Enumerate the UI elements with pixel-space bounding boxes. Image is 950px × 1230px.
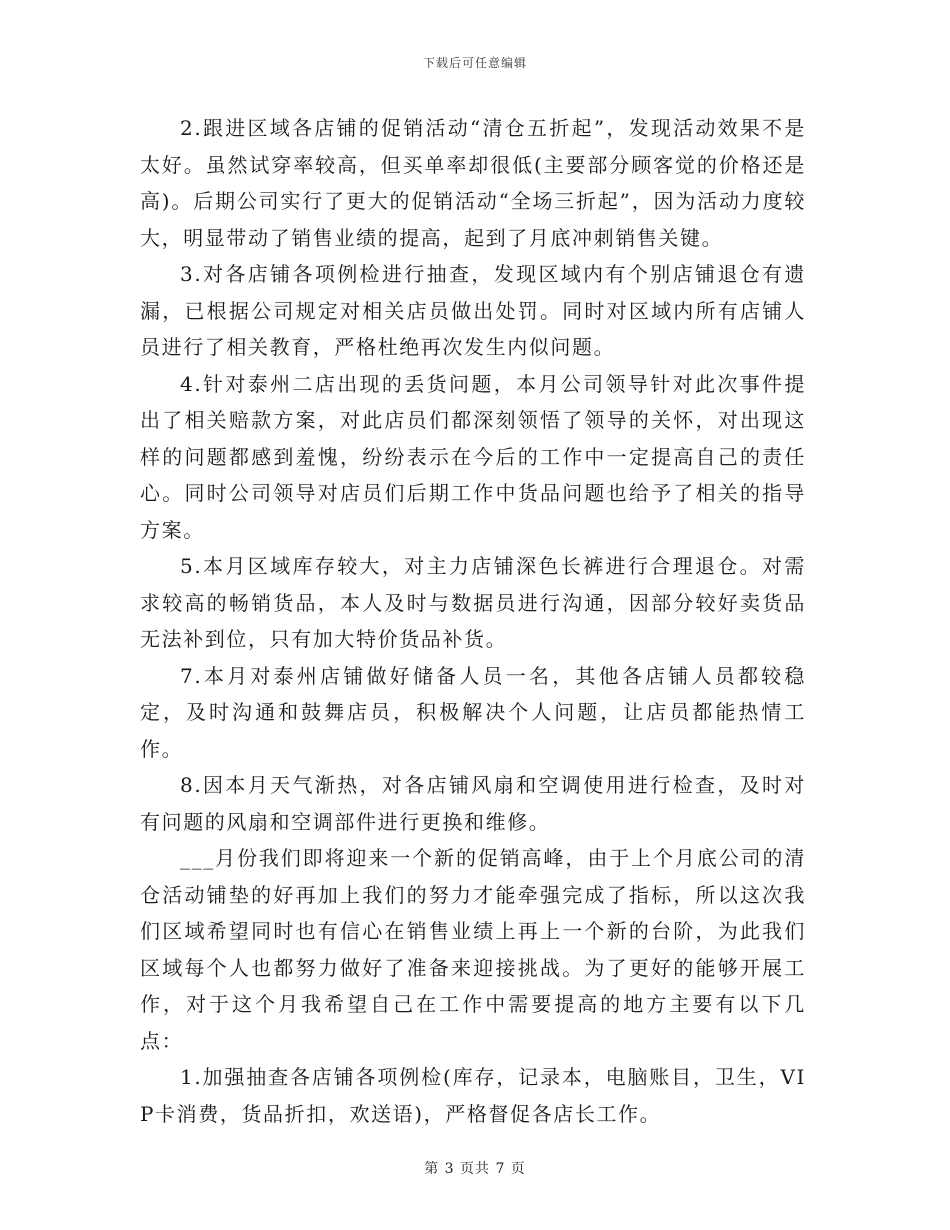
paragraph-item-5: 5.本月区域库存较大，对主力店铺深色长裤进行合理退仓。对需求较高的畅销货品，本人及时与数据员进行沟通，因部分较好卖货品无法补到位，只有加大特价货品补货。 xyxy=(140,554,806,651)
paragraph-item-4: 4.针对泰州二店出现的丢货问题，本月公司领导针对此次事件提出了相关赔款方案，对此店员们都深刻领悟了领导的关怀，对出现这样的问题都感到羞愧，纷纷表示在今后的工作中一定提高自己的责任心。同时公司领导对店员们后期工作中货品问题也给予了相关的指导方案。 xyxy=(140,371,806,542)
page-header: 下载后可任意编辑 xyxy=(422,56,527,70)
paragraph-item-3: 3.对各店铺各项例检进行抽查，发现区域内有个别店铺退仓有遗漏，已根据公司规定对相关店员做出处罚。同时对区域内所有店铺人员进行了相关教育，严格杜绝再次发生内似问题。 xyxy=(140,262,806,359)
paragraph-next-month-plan: ___月份我们即将迎来一个新的促销高峰，由于上个月底公司的清仓活动铺垫的好再加上我们的努力才能牵强完成了指标，所以这次我们区域希望同时也有信心在销售业绩上再上一个新的台阶，为此我们区域每个人也都努力做好了准备来迎接挑战。为了更好的能够开展工作，对于这个月我希望自己在工作中需要提高的地方主要有以下几点： xyxy=(140,846,806,1053)
paragraph-item-2: 2.跟进区域各店铺的促销活动“清仓五折起”，发现活动效果不是太好。虽然试穿率较高，但买单率却很低(主要部分顾客觉的价格还是高)。后期公司实行了更大的促销活动“全场三折起”，因为活动力度较大，明显带动了销售业绩的提高，起到了月底冲刺销售关键。 xyxy=(140,116,806,250)
paragraph-item-8: 8.因本月天气渐热，对各店铺风扇和空调使用进行检查，及时对有问题的风扇和空调部件进行更换和维修。 xyxy=(140,773,806,834)
document-body xyxy=(140,110,806,1132)
paragraph-item-7: 7.本月对泰州店铺做好储备人员一名，其他各店铺人员都较稳定，及时沟通和鼓舞店员，积极解决个人问题，让店员都能热情工作。 xyxy=(140,663,806,761)
paragraph-plan-item-1: 1.加强抽查各店铺各项例检(库存，记录本，电脑账目，卫生，VIP卡消费，货品折扣，欢送语)，严格督促各店长工作。 xyxy=(140,1065,806,1126)
page-footer: 第 3 页共 7 页 xyxy=(424,1161,526,1177)
